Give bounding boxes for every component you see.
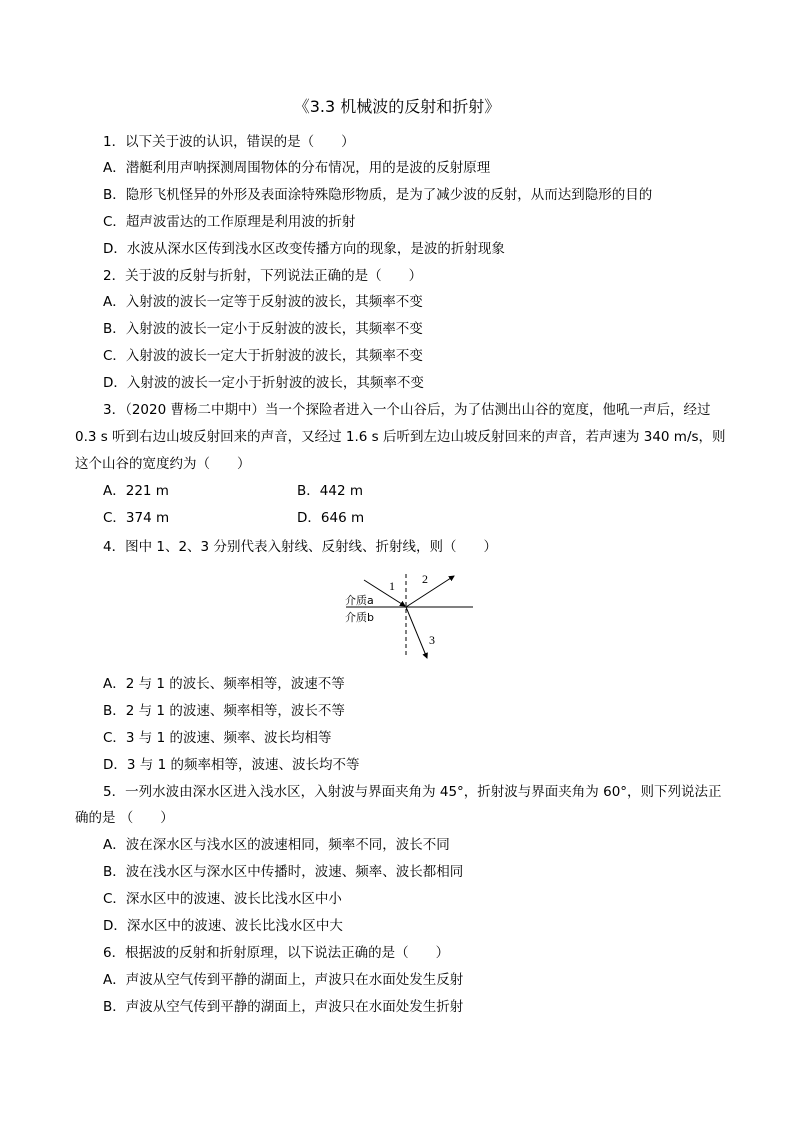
- question-6-option-b: B．声波从空气传到平静的湖面上，声波只在水面处发生折射: [103, 999, 464, 1015]
- question-5-option-a: A．波在深水区与浅水区的波速相同，频率不同，波长不同: [103, 837, 450, 853]
- medium-b-label: 介质b: [345, 611, 374, 624]
- question-1-option-a: A．潜艇利用声呐探测周围物体的分布情况，用的是波的反射原理: [103, 160, 491, 176]
- question-3-stem-line-3: 这个山谷的宽度约为（ ）: [75, 456, 251, 472]
- question-2-option-d: D．入射波的波长一定小于折射波的波长，其频率不变: [103, 375, 424, 391]
- question-3-option-c: C．374 m: [103, 510, 170, 526]
- question-2-stem: 2．关于波的反射与折射，下列说法正确的是（ ）: [103, 268, 423, 284]
- question-5-option-c: C．深水区中的波速、波长比浅水区中小: [103, 891, 342, 907]
- question-1-option-b: B．隐形飞机怪异的外形及表面涂特殊隐形物质，是为了减少波的反射，从而达到隐形的目的: [103, 187, 653, 203]
- question-4-option-a: A．2 与 1 的波长、频率相等，波速不等: [103, 676, 345, 692]
- refraction-diagram: [342, 570, 477, 662]
- question-2-option-c: C．入射波的波长一定大于折射波的波长，其频率不变: [103, 348, 423, 364]
- medium-a-label: 介质a: [345, 594, 374, 607]
- reflected-ray: [406, 576, 454, 607]
- question-2-option-a: A．入射波的波长一定等于反射波的波长，其频率不变: [103, 294, 423, 310]
- question-5-stem-line-2: 确的是 （ ）: [75, 810, 174, 826]
- question-5-stem-line-1: 5．一列水波由深水区进入浅水区，入射波与界面夹角为 45°，折射波与界面夹角为 60°，则下列说法正: [103, 784, 722, 800]
- question-1-stem: 1．以下关于波的认识，错误的是（ ）: [103, 134, 355, 150]
- ray-label-1: 1: [389, 579, 395, 593]
- question-4-option-b: B．2 与 1 的波速、频率相等，波长不等: [103, 703, 345, 719]
- question-6-stem: 6．根据波的反射和折射原理，以下说法正确的是（ ）: [103, 945, 450, 961]
- refraction-diagram-svg: [342, 570, 477, 662]
- ray-label-2: 2: [422, 572, 428, 586]
- question-6-option-a: A．声波从空气传到平静的湖面上，声波只在水面处发生反射: [103, 972, 464, 988]
- refracted-ray: [406, 607, 427, 658]
- question-3-stem-line-1: 3．（2020 曹杨二中期中）当一个探险者进入一个山谷后，为了估测出山谷的宽度，他吼一声后，经过: [103, 402, 711, 418]
- question-1-option-d: D．水波从深水区传到浅水区改变传播方向的现象，是波的折射现象: [103, 241, 505, 257]
- ray-label-3: 3: [429, 633, 435, 647]
- question-3-option-d: D．646 m: [297, 510, 365, 526]
- question-5-option-b: B．波在浅水区与深水区中传播时，波速、频率、波长都相同: [103, 864, 464, 880]
- page-title: 《3.3 机械波的反射和折射》: [293, 97, 501, 116]
- question-5-option-d: D．深水区中的波速、波长比浅水区中大: [103, 918, 343, 934]
- question-1-option-c: C．超声波雷达的工作原理是利用波的折射: [103, 214, 356, 230]
- question-3-option-a: A．221 m: [103, 483, 169, 499]
- question-2-option-b: B．入射波的波长一定小于反射波的波长，其频率不变: [103, 321, 423, 337]
- question-4-option-c: C．3 与 1 的波速、频率、波长均相等: [103, 730, 332, 746]
- question-4-option-d: D．3 与 1 的频率相等，波速、波长均不等: [103, 757, 360, 773]
- question-4-stem: 4．图中 1、2、3 分别代表入射线、反射线、折射线，则（ ）: [103, 539, 497, 555]
- question-3-stem-line-2: 0.3 s 听到右边山坡反射回来的声音，又经过 1.6 s 后听到左边山坡反射回来的声音，若声速为 340 m/s，则: [75, 429, 726, 445]
- question-3-option-b: B．442 m: [297, 483, 363, 499]
